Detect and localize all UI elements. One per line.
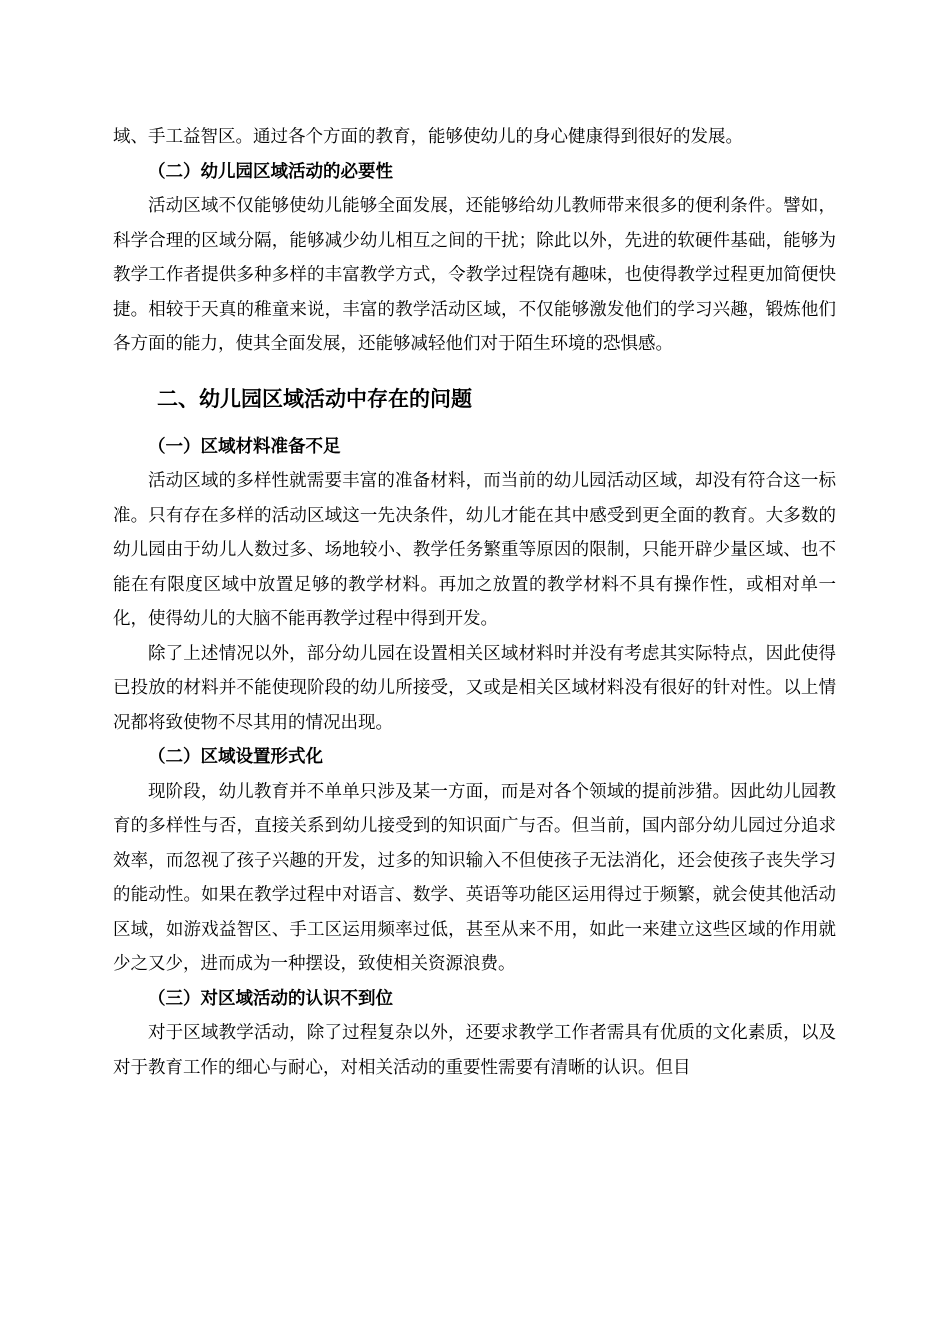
subheading-cognition: （三）对区域活动的认识不到位: [148, 988, 393, 1009]
subheading-necessity: （二）幼儿园区域活动的必要性: [148, 161, 393, 182]
paragraph-necessity: 活动区域不仅能够使幼儿能够全面发展，还能够给幼儿教师带来很多的便利条件。譬如，科学合理的区域分隔，能够减少幼儿相互之间的干扰；除此以外，先进的软硬件基础，能够为教学工作者提供多种多样的丰富教学方式，令教学过程饶有趣味，也使得教学过程更加简便快捷。相较于天真的稚童来说，丰富的教学活动区域，不仅能够激发他们的学习兴趣，锻炼他们各方面的能力，使其全面发展，还能够减轻他们对于陌生环境的恐惧感。: [113, 196, 836, 354]
paragraph-materials-1: 活动区域的多样性就需要丰富的准备材料，而当前的幼儿园活动区域，却没有符合这一标准。只有存在多样的活动区域这一先决条件，幼儿才能在其中感受到更全面的教育。大多数的幼儿园由于幼儿人数过多、场地较小、教学任务繁重等原因的限制，只能开辟少量区域、也不能在有限度区域中放置足够的教学材料。再加之放置的教学材料不具有操作性，或相对单一化，使得幼儿的大脑不能再教学过程中得到开发。: [113, 471, 836, 629]
subheading-formalization: （二）区域设置形式化: [148, 747, 323, 767]
paragraph-continuation: 域、手工益智区。通过各个方面的教育，能够使幼儿的身心健康得到很好的发展。: [113, 127, 743, 147]
section-title-problems: 二、幼儿园区域活动中存在的问题: [157, 386, 472, 411]
paragraph-cognition: 对于区域教学活动，除了过程复杂以外，还要求教学工作者需具有优质的文化素质，以及对于教育工作的细心与耐心，对相关活动的重要性需要有清晰的认识。但目: [113, 1023, 836, 1078]
document-page: [113, 120, 836, 1085]
subheading-materials: （一）区域材料准备不足: [148, 436, 341, 457]
paragraph-formalization: 现阶段，幼儿教育并不单单只涉及某一方面，而是对各个领域的提前涉猎。因此幼儿园教育的多样性与否，直接关系到幼儿接受到的知识面广与否。但当前，国内部分幼儿园过分追求效率，而忽视了孩子兴趣的开发，过多的知识输入不但使孩子无法消化，还会使孩子丧失学习的能动性。如果在教学过程中对语言、数学、英语等功能区运用得过于频繁，就会使其他活动区域，如游戏益智区、手工区运用频率过低，甚至从来不用，如此一来建立这些区域的作用就少之又少，进而成为一种摆设，致使相关资源浪费。: [113, 781, 836, 974]
paragraph-materials-2: 除了上述情况以外，部分幼儿园在设置相关区域材料时并没有考虑其实际特点，因此使得已投放的材料并不能使现阶段的幼儿所接受，又或是相关区域材料没有很好的针对性。以上情况都将致使物不尽其用的情况出现。: [113, 643, 836, 733]
